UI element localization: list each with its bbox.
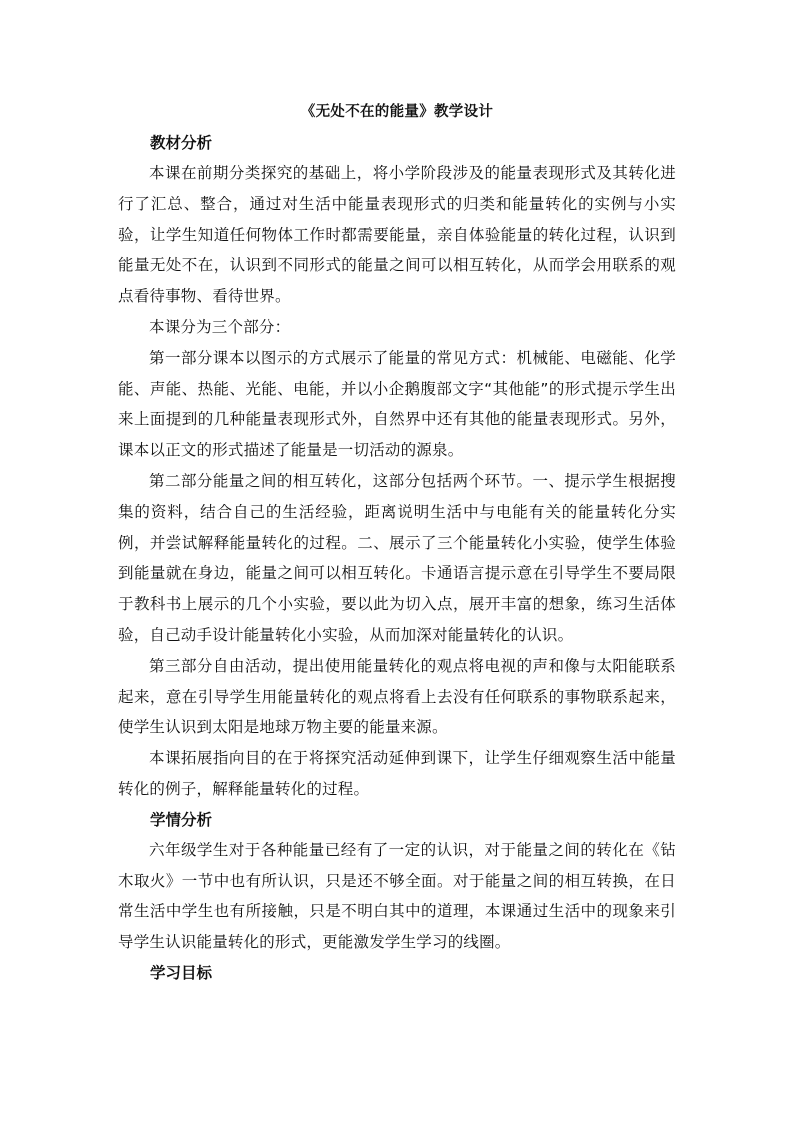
section-heading: 教材分析 (150, 134, 213, 152)
paragraph: 六年级学生对于各种能量已经有了一定的认识，对于能量之间的转化在《钻木取火》一节中也有所认识，只是还不够全面。对于能量之间的相互转换，在日常生活中学生也有所接触，只是不明白其中的道理，本课通过生活中的现象来引导学生认识能量转化的形式，更能激发学生学习的线圈。 (118, 840, 676, 952)
document-title: 《无处不在的能量》教学设计 (300, 104, 494, 120)
paragraph: 第三部分自由活动，提出使用能量转化的观点将电视的声和像与太阳能联系起来，意在引导学生用能量转化的观点将看上去没有任何联系的事物联系起来，使学生认识到太阳是地球万物主要的能量来源。 (118, 656, 676, 737)
section-heading: 学习目标 (150, 963, 213, 982)
section-student-analysis (118, 805, 676, 958)
paragraph: 第二部分能量之间的相互转化，这部分包括两个环节。一、提示学生根据搜集的资料，结合自己的生活经验，距离说明生活中与电能有关的能量转化分实例，并尝试解释能量转化的过程。二、展示了三个能量转化小实验，使学生体验到能量就在身边，能量之间可以相互转化。卡通语言提示意在引导学生不要局限于教科书上展示的几个小实验，要以此为切入点，展开丰富的想象，练习生活体验，自己动手设计能量转化小实验，从而加深对能量转化的认识。 (118, 471, 676, 644)
paragraph: 本课分为三个部分： (149, 317, 291, 336)
section-heading: 学情分析 (150, 810, 213, 829)
section-textbook-analysis (118, 128, 676, 805)
paragraph: 本课拓展指向目的在于将探究活动延伸到课下，让学生仔细观察生活中能量转化的例子，解释能量转化的过程。 (118, 749, 676, 798)
paragraph: 第一部分课本以图示的方式展示了能量的常见方式：机械能、电磁能、化学能、声能、热能、光能、电能，并以小企鹅腹部文字“其他能”的形式提示学生出来上面提到的几种能量表现形式外，自然界中还有其他的能量表现形式。另外，课本以正文的形式描述了能量是一切活动的源泉。 (118, 348, 676, 460)
document-page (118, 98, 676, 988)
section-learning-goals (118, 958, 676, 988)
paragraph: 本课在前期分类探究的基础上，将小学阶段涉及的能量表现形式及其转化进行了汇总、整合，通过对生活中能量表现形式的归类和能量转化的实例与小实验，让学生知道任何物体工作时都需要能量，亲自体验能量的转化过程，认识到能量无处不在，认识到不同形式的能量之间可以相互转化，从而学会用联系的观点看待事物、看待世界。 (118, 164, 676, 306)
